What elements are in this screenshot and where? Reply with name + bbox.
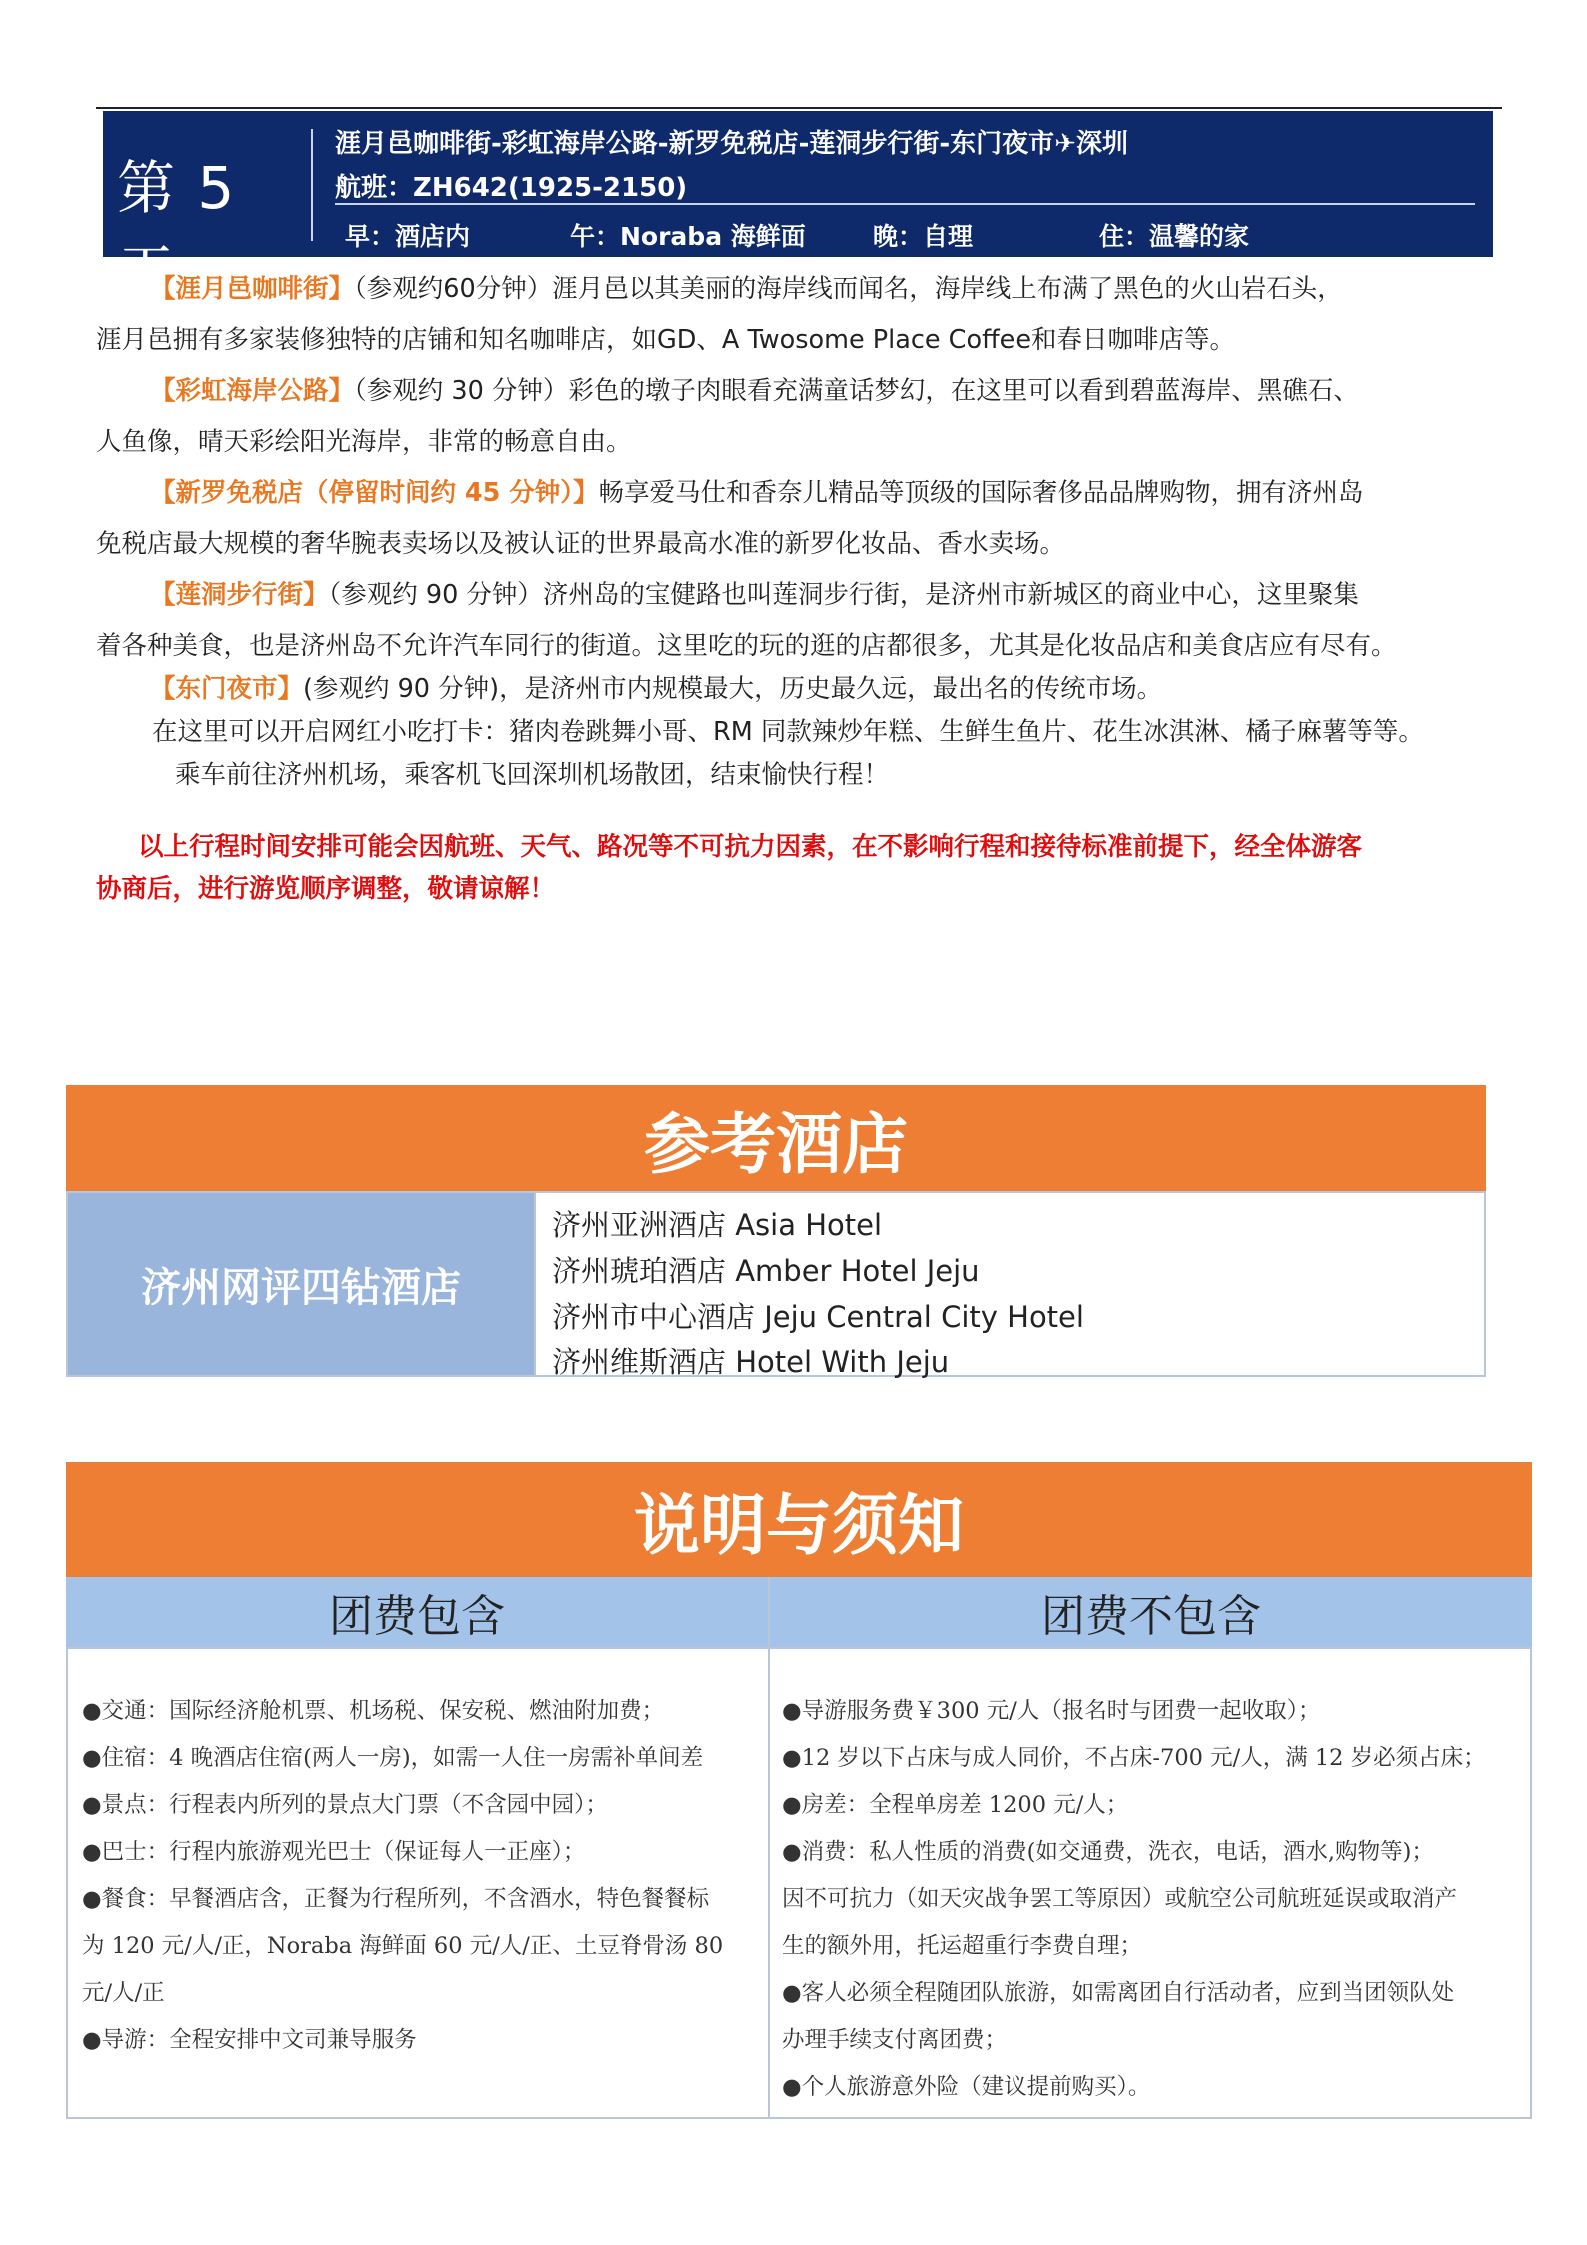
itinerary-text: 涯月邑拥有多家装修独特的店铺和知名咖啡店，如GD、A Twosome Place Coffee和春日咖啡店等。 bbox=[96, 325, 1236, 355]
meal-breakfast: 早：酒店内 bbox=[345, 222, 471, 251]
itinerary-text: （参观约 30 分钟）彩色的墩子肉眼看充满童话梦幻，在这里可以看到碧蓝海岸、黑礁石、 bbox=[354, 376, 1359, 406]
included-item: ●餐食：早餐酒店含，正餐为行程所列，不含酒水，特色餐餐标 bbox=[82, 1886, 710, 1912]
day-label: 第 5 天 bbox=[117, 154, 237, 306]
itinerary-item bbox=[150, 264, 1343, 314]
accommodation: 住：温馨的家 bbox=[1099, 222, 1250, 251]
itinerary-text: 免税店最大规模的奢华腕表卖场以及被认证的世界最高水准的新罗化妆品、香水卖场。 bbox=[96, 529, 1066, 559]
excluded-item: ●12 岁以下占床与成人同价，不占床-700 元/人，满 12 岁必须占床； bbox=[782, 1745, 1486, 1771]
hotel-item: 济州市中心酒店 Jeju Central City Hotel bbox=[552, 1300, 1084, 1334]
hotel-category: 济州网评四钻酒店 bbox=[66, 1191, 536, 1377]
itinerary-title: 【彩虹海岸公路】 bbox=[150, 376, 355, 406]
included-item: ●交通：国际经济舱机票、机场税、保安税、燃油附加费； bbox=[82, 1698, 665, 1724]
itinerary-title: 【莲洞步行街】 bbox=[150, 580, 329, 610]
excluded-item: ●房差：全程单房差 1200 元/人； bbox=[782, 1792, 1129, 1818]
itinerary-text: (参观约 90 分钟)，是济州市内规模最大，历史最久远，最出名的传统市场。 bbox=[303, 674, 1163, 704]
excluded-item: 因不可抗力（如天灾战争罢工等原因）或航空公司航班延误或取消产 bbox=[782, 1886, 1458, 1912]
itinerary-text: （参观约60分钟）涯月邑以其美丽的海岸线而闻名，海岸线上布满了黑色的火山岩石头， bbox=[354, 274, 1343, 304]
itinerary-item bbox=[150, 366, 1359, 416]
itinerary-text: 人鱼像，晴天彩绘阳光海岸，非常的畅意自由。 bbox=[96, 427, 632, 457]
header-top-rule bbox=[96, 107, 1502, 109]
included-item: 为 120 元/人/正，Noraba 海鲜面 60 元/人/正、土豆脊骨汤 80 bbox=[82, 1933, 724, 1959]
itinerary-title: 【东门夜市】 bbox=[150, 674, 304, 704]
itinerary-title: 【涯月邑咖啡街】 bbox=[150, 274, 355, 304]
warning-line: 协商后，进行游览顺序调整，敬请谅解！ bbox=[96, 874, 556, 904]
itinerary-title: 【新罗免税店（停留时间约 45 分钟）】 bbox=[150, 478, 599, 508]
return-line: 乘车前往济州机场，乘客机飞回深圳机场散团，结束愉快行程！ bbox=[175, 760, 890, 790]
excluded-heading: 团费不包含 bbox=[768, 1577, 1532, 1647]
included-item: ●景点：行程表内所列的景点大门票（不含园中园）； bbox=[82, 1792, 608, 1818]
itinerary-text: （参观约 90 分钟）济州岛的宝健路也叫莲洞步行街，是济州市新城区的商业中心，这里聚集 bbox=[328, 580, 1359, 610]
meal-row bbox=[103, 211, 1493, 251]
excluded-item: 生的额外用，托运超重行李费自理； bbox=[782, 1933, 1143, 1959]
included-item: ●导游：全程安排中文司兼导服务 bbox=[82, 2027, 417, 2053]
included-item: ●巴士：行程内旅游观光巴士（保证每人一正座）； bbox=[82, 1839, 586, 1865]
excluded-item: ●导游服务费￥300 元/人（报名时与团费一起收取）； bbox=[782, 1698, 1321, 1724]
hotel-item: 济州亚洲酒店 Asia Hotel bbox=[552, 1208, 883, 1242]
included-item: ●住宿：4 晚酒店住宿(两人一房)，如需一人住一房需补单间差 bbox=[82, 1745, 704, 1771]
included-item: 元/人/正 bbox=[82, 1980, 165, 2006]
excluded-item: ●个人旅游意外险（建议提前购买）。 bbox=[782, 2074, 1151, 2100]
header-divider bbox=[335, 203, 1475, 205]
flight-info: 航班：ZH642(1925-2150) bbox=[335, 173, 688, 203]
itinerary-text: 畅享爱马仕和香奈儿精品等顶级的国际奢侈品品牌购物，拥有济州岛 bbox=[598, 478, 1364, 508]
warning-line: 以上行程时间安排可能会因航班、天气、路况等不可抗力因素，在不影响行程和接待标准前提下，经全体游客 bbox=[138, 832, 1363, 862]
hotel-section-heading: 参考酒店 bbox=[66, 1085, 1486, 1191]
hotel-list bbox=[536, 1191, 1486, 1377]
notice-column-divider bbox=[768, 1577, 770, 2119]
itinerary-item bbox=[150, 570, 1359, 620]
notice-section-heading: 说明与须知 bbox=[66, 1462, 1532, 1577]
included-heading: 团费包含 bbox=[66, 1577, 768, 1647]
hotel-item: 济州琥珀酒店 Amber Hotel Jeju bbox=[552, 1254, 980, 1288]
snack-line: 在这里可以开启网红小吃打卡：猪肉卷跳舞小哥、RM 同款辣炒年糕、生鲜生鱼片、花生冰淇淋、橘子麻薯等等。 bbox=[152, 717, 1424, 747]
meal-lunch: 午：Noraba 海鲜面 bbox=[570, 222, 806, 251]
meal-dinner: 晚：自理 bbox=[873, 222, 974, 251]
itinerary-item bbox=[150, 468, 1364, 518]
excluded-item: ●消费：私人性质的消费(如交通费，洗衣，电话，酒水,购物等)； bbox=[782, 1839, 1434, 1865]
itinerary-text: 着各种美食，也是济州岛不允许汽车同行的街道。这里吃的玩的逛的店都很多，尤其是化妆品店和美食店应有尽有。 bbox=[96, 631, 1397, 661]
hotel-item: 济州维斯酒店 Hotel With Jeju bbox=[552, 1345, 950, 1379]
day-route: 涯月邑咖啡街-彩虹海岸公路-新罗免税店-莲洞步行街-东门夜市✈深圳 bbox=[335, 129, 1128, 159]
excluded-item: 办理手续支付离团费； bbox=[782, 2027, 1008, 2053]
excluded-item: ●客人必须全程随团队旅游，如需离团自行活动者，应到当团领队处 bbox=[782, 1980, 1455, 2006]
